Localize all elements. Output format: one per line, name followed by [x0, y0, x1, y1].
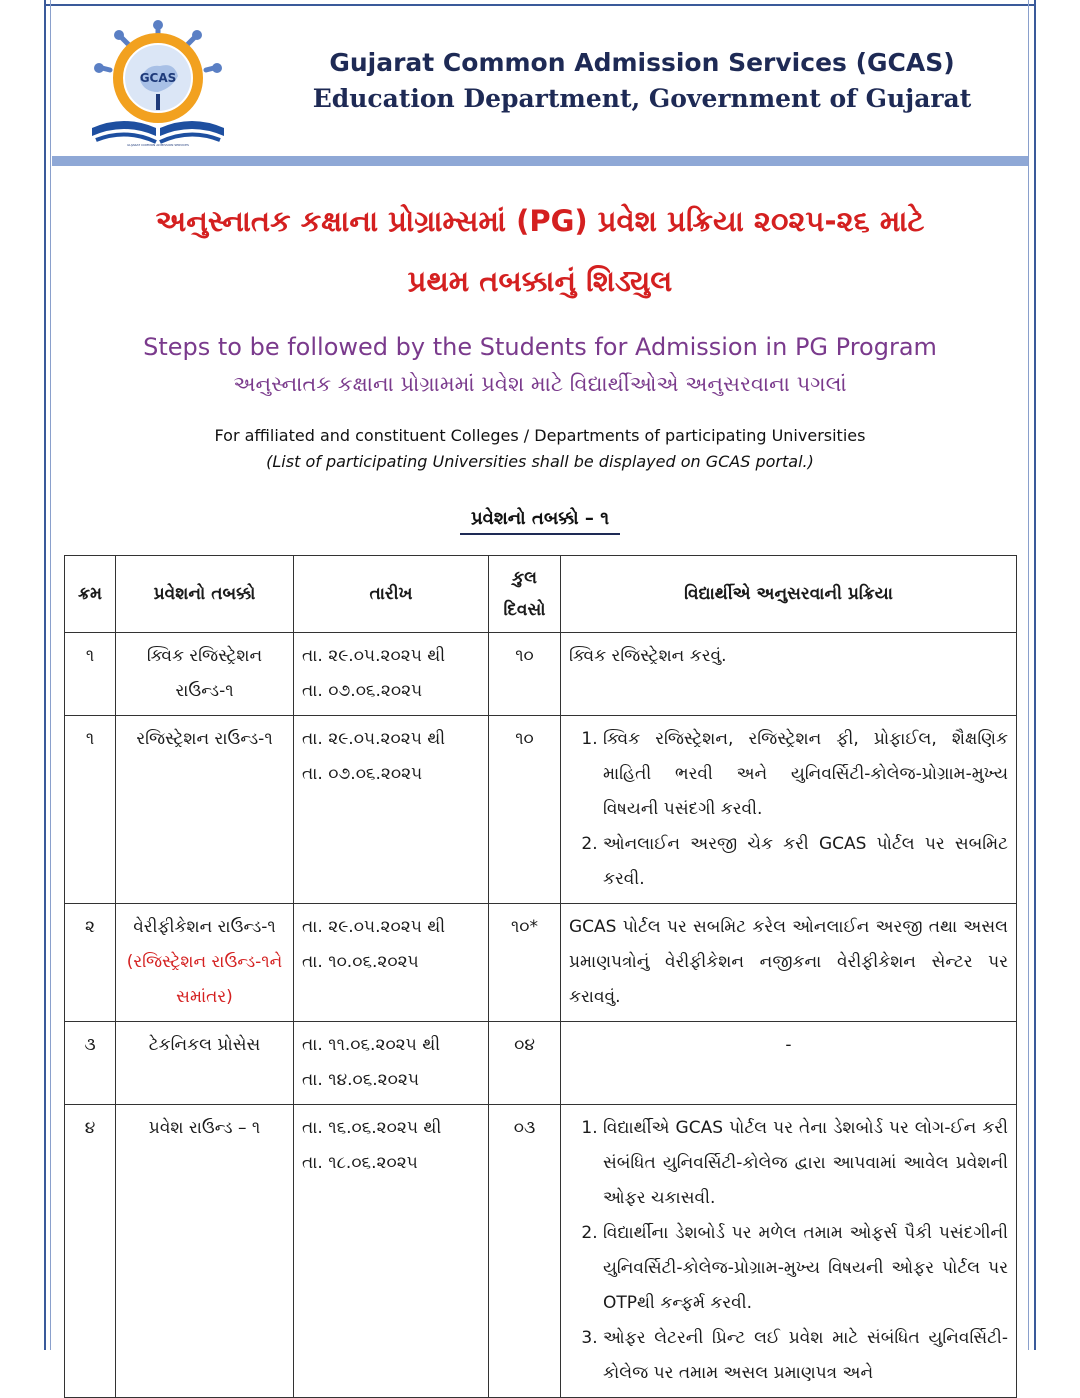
row-days: ૦૪ — [489, 1022, 561, 1105]
gcas-logo — [88, 18, 228, 148]
row-stage-line1: રજિસ્ટ્રેશન રાઉન્ડ-૧ — [136, 729, 273, 749]
row-stage — [116, 904, 294, 1022]
page-right-border — [1034, 0, 1036, 1350]
logo-text: GCAS — [139, 71, 177, 85]
schedule-title: અનુસ્નાતક કક્ષાના પ્રોગ્રામ્સમાં (PG) પ્રવેશ પ્રક્રિયા ૨૦૨૫-૨૬ માટે — [155, 204, 925, 238]
row-no: ૧ — [65, 633, 116, 716]
affiliation-note: (List of participating Universities shall be displayed on GCAS portal.) — [266, 452, 814, 471]
row-process — [561, 1105, 1017, 1398]
table-row — [65, 904, 1017, 1022]
row-stage — [116, 716, 294, 904]
page-left-border-inner — [50, 0, 51, 1350]
row-days: ૦૩ — [489, 1105, 561, 1398]
process-steps — [569, 722, 1008, 897]
header-divider — [52, 156, 1028, 166]
row-process: GCAS પોર્ટલ પર સબમિટ કરેલ ઓનલાઈન અરજી તથા અસલ પ્રમાણપત્રોનું વેરીફીકેશન નજીકના વેરીફીકેશન સેન્ટર પર કરાવવું. — [561, 904, 1017, 1022]
org-name: Gujarat Common Admission Services (GCAS) — [329, 48, 955, 77]
row-date-to: તા. ૧૮.૦૬.૨૦૨૫ — [302, 1153, 418, 1173]
table-header-row — [65, 556, 1017, 633]
round-heading: પ્રવેશનો તબક્કો – ૧ — [460, 508, 620, 535]
row-no: ૩ — [65, 1022, 116, 1105]
logo-ring-text: GUJARAT COMMON ADMISSION SERVICES — [127, 143, 189, 147]
row-no: ૧ — [65, 716, 116, 904]
row-no: ૪ — [65, 1105, 116, 1398]
steps-heading-gujarati: અનુસ્નાતક કક્ષાના પ્રોગ્રામમાં પ્રવેશ માટે વિદ્યાર્થીઓએ અનુસરવાના પગલાં — [233, 372, 847, 396]
row-date-from: તા. ૧૧.૦૬.૨૦૨૫ થી — [302, 1035, 441, 1055]
header-days-line1: કુલ — [512, 568, 537, 588]
row-stage-line1: પ્રવેશ રાઉન્ડ – ૧ — [148, 1118, 261, 1138]
dept-name: Education Department, Government of Gujarat — [312, 84, 972, 113]
row-date — [294, 716, 489, 904]
row-stage-line1: ક્વિક રજિસ્ટ્રેશન — [146, 646, 263, 666]
row-stage-note: (રજિસ્ટ્રેશન રાઉન્ડ-૧ને સમાંતર) — [126, 952, 283, 1007]
letterhead — [52, 8, 1028, 156]
process-step: 2. ઓનલાઈન અરજી ચેક કરી GCAS પોર્ટલ પર સબમિટ કરવી. — [603, 827, 1008, 897]
page-left-border — [44, 0, 46, 1350]
header-days — [489, 556, 561, 633]
schedule-subtitle: પ્રથમ તબક્કાનું શિડ્યુલ — [407, 264, 673, 298]
row-date-to: તા. ૧૪.૦૬.૨૦૨૫ — [302, 1070, 420, 1090]
row-process: ક્વિક રજિસ્ટ્રેશન કરવું. — [561, 633, 1017, 716]
table-row — [65, 716, 1017, 904]
row-days: ૧૦ — [489, 633, 561, 716]
row-date-from: તા. ૨૯.૦૫.૨૦૨૫ થી — [302, 917, 446, 937]
schedule-table — [64, 555, 1017, 1398]
row-stage — [116, 1105, 294, 1398]
row-date — [294, 1105, 489, 1398]
row-process — [561, 716, 1017, 904]
table-row — [65, 1022, 1017, 1105]
process-step: 1. ક્વિક રજિસ્ટ્રેશન, રજિસ્ટ્રેશન ફી, પ્રોફાઈલ, શૈક્ષણિક માહિતી ભરવી અને યુનિવર્સિટી-કોલેજ-પ્રોગ્રામ-મુખ્ય વિષયની પસંદગી કરવી. — [603, 722, 1008, 827]
row-date — [294, 1022, 489, 1105]
row-no: ૨ — [65, 904, 116, 1022]
page-top-border — [44, 4, 1036, 6]
row-days: ૧૦* — [489, 904, 561, 1022]
table-row — [65, 633, 1017, 716]
header-days-line2: દિવસો — [503, 600, 546, 620]
row-stage-line2: રાઉન્ડ-૧ — [175, 681, 234, 701]
header-date: તારીખ — [294, 556, 489, 633]
steps-heading-english: Steps to be followed by the Students for Admission in PG Program — [143, 333, 937, 361]
row-days: ૧૦ — [489, 716, 561, 904]
row-date-from: તા. ૨૯.૦૫.૨૦૨૫ થી — [302, 729, 446, 749]
row-date — [294, 904, 489, 1022]
process-step: 3. ઓફર લેટરની પ્રિન્ટ લઈ પ્રવેશ માટે સંબંધિત યુનિવર્સિટી-કોલેજ પર તમામ અસલ પ્રમાણપત્ર અને — [603, 1321, 1008, 1391]
table-row — [65, 1105, 1017, 1398]
row-date-from: તા. ૨૯.૦૫.૨૦૨૫ થી — [302, 646, 446, 666]
row-date-from: તા. ૧૬.૦૬.૨૦૨૫ થી — [302, 1118, 442, 1138]
process-step: 2. વિદ્યાર્થીના ડેશબોર્ડ પર મળેલ તમામ ઓફર્સ પૈકી પસંદગીની યુનિવર્સિટી-કોલેજ-પ્રોગ્રામ-મુખ્ય વિષયની ઓફર પોર્ટલ પર OTPથી કન્ફર્મ કરવી. — [603, 1216, 1008, 1321]
affiliation-line: For affiliated and constituent Colleges / Departments of participating Universities — [214, 426, 866, 445]
header-no: ક્રમ — [65, 556, 116, 633]
header-stage: પ્રવેશનો તબક્કો — [116, 556, 294, 633]
row-stage — [116, 1022, 294, 1105]
process-steps — [569, 1111, 1008, 1391]
row-stage — [116, 633, 294, 716]
row-process: - — [561, 1022, 1017, 1105]
row-date-to: તા. ૧૦.૦૬.૨૦૨૫ — [302, 952, 419, 972]
header-process: વિદ્યાર્થીએ અનુસરવાની પ્રક્રિયા — [561, 556, 1017, 633]
row-date-to: તા. ૦૭.૦૬.૨૦૨૫ — [302, 681, 423, 701]
row-stage-line1: ટેકનિકલ પ્રોસેસ — [148, 1035, 261, 1055]
process-step: 1. વિદ્યાર્થીએ GCAS પોર્ટલ પર તેના ડેશબોર્ડ પર લોગ-ઈન કરી સંબંધિત યુનિવર્સિટી-કોલેજ દ્વારા આપવામાં આવેલ પ્રવેશની ઓફર ચકાસવી. — [603, 1111, 1008, 1216]
row-date — [294, 633, 489, 716]
page-right-border-inner — [1028, 0, 1029, 1350]
row-stage-line1: વેરીફીકેશન રાઉન્ડ-૧ — [133, 917, 276, 937]
row-date-to: તા. ૦૭.૦૬.૨૦૨૫ — [302, 764, 423, 784]
